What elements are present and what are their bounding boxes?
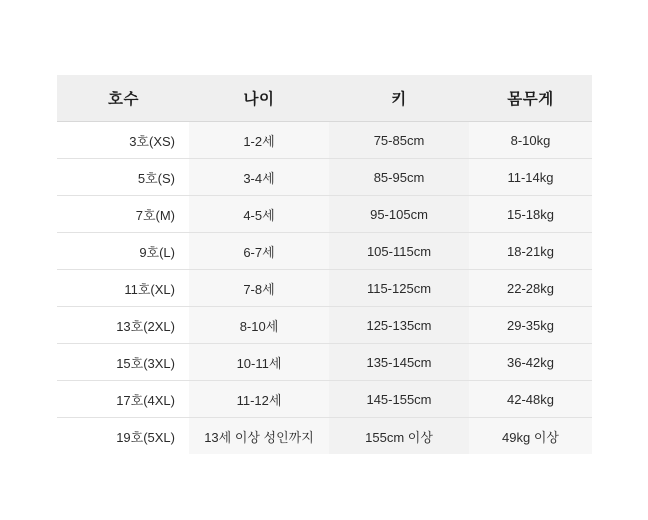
- cell-age: 6-7세: [189, 233, 329, 270]
- cell-weight: 8-10kg: [469, 122, 592, 159]
- cell-age: 8-10세: [189, 307, 329, 344]
- column-header-height: 키: [329, 75, 469, 122]
- table-row: [57, 381, 592, 418]
- cell-size: 5호(S): [57, 159, 189, 196]
- cell-weight: 42-48kg: [469, 381, 592, 418]
- table-row: [57, 418, 592, 455]
- cell-height: 85-95cm: [329, 159, 469, 196]
- table-row: [57, 344, 592, 381]
- cell-age: 11-12세: [189, 381, 329, 418]
- cell-size: 11호(XL): [57, 270, 189, 307]
- cell-size: 9호(L): [57, 233, 189, 270]
- cell-weight: 18-21kg: [469, 233, 592, 270]
- cell-height: 105-115cm: [329, 233, 469, 270]
- cell-size: 19호(5XL): [57, 418, 189, 455]
- cell-height: 125-135cm: [329, 307, 469, 344]
- cell-age: 7-8세: [189, 270, 329, 307]
- table-header: [57, 75, 592, 122]
- column-header-weight: 몸무게: [469, 75, 592, 122]
- size-chart-table: [57, 75, 592, 454]
- cell-weight: 29-35kg: [469, 307, 592, 344]
- cell-weight: 22-28kg: [469, 270, 592, 307]
- cell-height: 145-155cm: [329, 381, 469, 418]
- table-row: [57, 233, 592, 270]
- cell-height: 115-125cm: [329, 270, 469, 307]
- column-header-age: 나이: [189, 75, 329, 122]
- cell-size: 17호(4XL): [57, 381, 189, 418]
- cell-height: 75-85cm: [329, 122, 469, 159]
- cell-height: 95-105cm: [329, 196, 469, 233]
- cell-age: 10-11세: [189, 344, 329, 381]
- cell-age: 13세 이상 성인까지: [189, 418, 329, 455]
- table-row: [57, 307, 592, 344]
- cell-size: 15호(3XL): [57, 344, 189, 381]
- cell-size: 3호(XS): [57, 122, 189, 159]
- cell-height: 135-145cm: [329, 344, 469, 381]
- table-body: [57, 122, 592, 455]
- cell-age: 1-2세: [189, 122, 329, 159]
- cell-size: 7호(M): [57, 196, 189, 233]
- column-header-size: 호수: [57, 75, 189, 122]
- table-row: [57, 122, 592, 159]
- table-row: [57, 270, 592, 307]
- cell-weight: 15-18kg: [469, 196, 592, 233]
- cell-weight: 49kg 이상: [469, 418, 592, 455]
- cell-size: 13호(2XL): [57, 307, 189, 344]
- header-row: [57, 75, 592, 122]
- cell-age: 4-5세: [189, 196, 329, 233]
- cell-weight: 36-42kg: [469, 344, 592, 381]
- table-row: [57, 159, 592, 196]
- table-row: [57, 196, 592, 233]
- cell-weight: 11-14kg: [469, 159, 592, 196]
- cell-height: 155cm 이상: [329, 418, 469, 455]
- size-chart-container: [57, 75, 592, 454]
- cell-age: 3-4세: [189, 159, 329, 196]
